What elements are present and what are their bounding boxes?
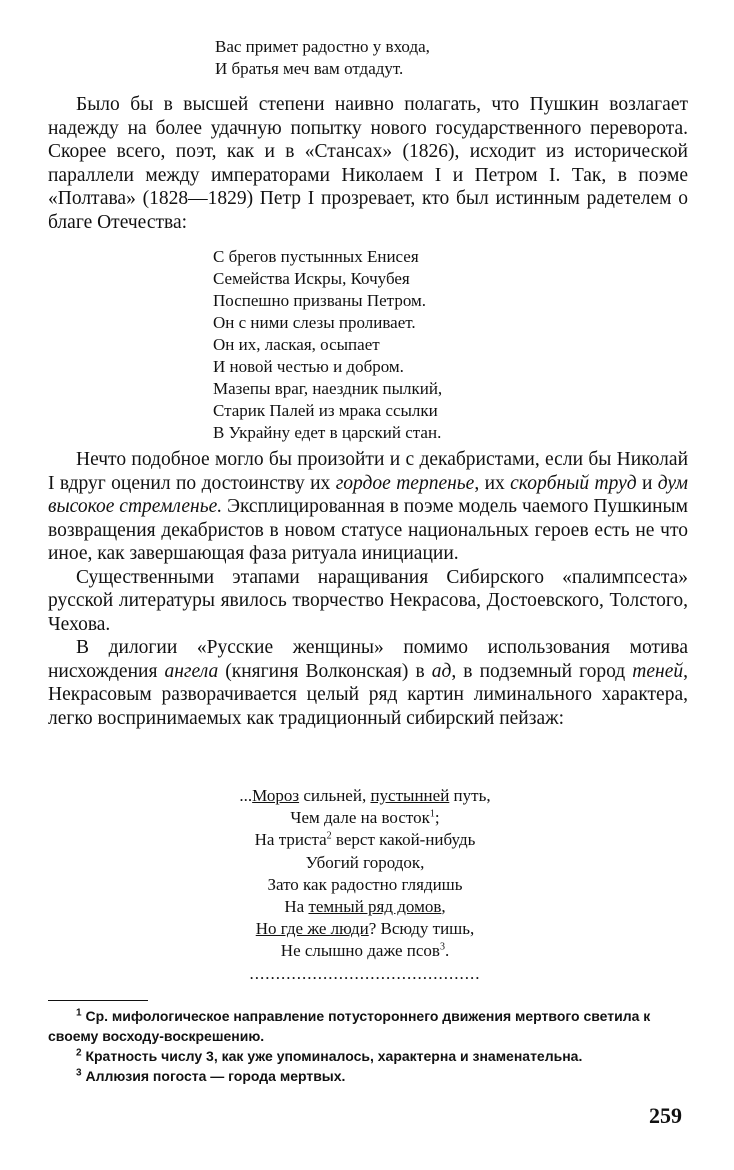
verse-line — [150, 829, 580, 851]
verse-line: Семейства Искры, Кочубея — [213, 269, 410, 288]
page-number: 259 — [649, 1103, 682, 1128]
footnote-ref: 2 — [326, 830, 332, 842]
paragraph-4 — [48, 636, 688, 730]
footnote-text: Кратность числу 3, как уже упоминалось, характерна и знаменательна. — [81, 1048, 583, 1064]
paragraph-text: Было бы в высшей степени наивно полагать, что Пушкин возлагает надежду на более удачную попытку нового государственного переворота. Скорее всего, поэт, как и в «Стансах» (1826), исходит из исторической параллели между императорами Николаем I и Петром I. Так, в поэме «Полтава» (1828—1829) Петр I прозревает, кто был истинным радетелем о благе Отечества: — [48, 94, 688, 233]
italic-run: теней — [632, 660, 684, 682]
verse-line: Старик Палей из мрака ссылки — [213, 401, 438, 420]
verse-line: Он с ними слезы проливает. — [213, 313, 416, 332]
footnote — [48, 1046, 688, 1066]
text-run: верст какой-нибудь — [331, 830, 476, 850]
text-run: На — [284, 897, 309, 917]
verse-line — [150, 807, 580, 829]
text-run: Чем дале на восток — [290, 808, 430, 828]
paragraph-3: Существенными этапами наращивания Сибирского «палимпсеста» русской литературы явилось творчество Некрасова, Достоевского, Толстого, Чехова. — [48, 566, 688, 635]
verse-line: Мазепы враг, наездник пылкий, — [213, 379, 443, 398]
underlined-phrase: Но где же люди — [255, 919, 369, 939]
verse-poltava — [213, 246, 442, 444]
verse-line: В Украйну едет в царский стан. — [213, 423, 442, 442]
footnote-number: 1 — [76, 1007, 82, 1019]
italic-run: скорбный труд — [510, 472, 637, 494]
footnote-separator — [48, 1000, 148, 1001]
text-run: , — [441, 897, 446, 917]
verse-line: И новой честью и добром. — [213, 357, 404, 376]
footnote-ref: 1 — [429, 808, 435, 820]
italic-run: дум высокое стремленье. — [48, 472, 689, 517]
text-run: , в подземный город — [451, 660, 633, 682]
footnote — [48, 1006, 688, 1046]
text-run: . — [444, 941, 450, 961]
paragraphs-2-4 — [48, 448, 688, 730]
verse-top — [215, 36, 430, 80]
footnote — [48, 1066, 688, 1086]
verse-line: Он их, лаская, осыпает — [213, 335, 380, 354]
footnote-text: Ср. мифологическое направление потустороннего движения мертвого светила к своему восходу-воскрешению. — [48, 1008, 651, 1044]
text-run: путь, — [449, 786, 491, 805]
verse-line — [150, 918, 580, 940]
text-run: (княгиня Волконская) в — [218, 660, 432, 682]
text-run: В дилогии «Русские женщины» помимо использования мотива нисхождения — [48, 637, 688, 682]
footnote-number: 3 — [76, 1067, 82, 1079]
ellipsis-line: ............................................ — [249, 963, 481, 983]
paragraph-1 — [48, 93, 688, 234]
text-run: и — [636, 472, 658, 494]
verse-line: Зато как радостно глядишь — [267, 874, 463, 894]
text-run: ; — [434, 808, 440, 828]
footnote-number: 2 — [76, 1047, 82, 1059]
text-run: , их — [474, 472, 511, 494]
underlined-word: Мороз — [252, 786, 300, 805]
underlined-phrase: темный ряд домов — [308, 897, 442, 917]
verse-line: С брегов пустынных Енисея — [213, 247, 419, 266]
verse-line — [150, 940, 580, 962]
footnotes — [48, 1006, 688, 1086]
text-run: Эксплицированная в поэме модель чаемого Пушкиным возвращения декабристов в новом статусе национальных героев есть не что иное, как завершающая фаза ритуала инициации. — [48, 496, 688, 564]
italic-run: ад — [431, 660, 452, 682]
text-run: , Некрасовым разворачивается целый ряд картин лиминального характера, легко воспринимаемых как традиционный сибирский пейзаж: — [48, 660, 688, 729]
verse-line: Поспешно призваны Петром. — [213, 291, 426, 310]
footnote-ref: 3 — [439, 941, 445, 953]
verse-line: И братья меч вам отдадут. — [215, 59, 404, 78]
text-run: На триста — [254, 830, 327, 850]
verse-nekrasov — [150, 785, 580, 985]
text-run: Не слышно даже псов — [280, 941, 440, 961]
underlined-word: пустынней — [370, 786, 450, 805]
italic-run: ангела — [164, 660, 219, 682]
text-run: ? Всюду тишь, — [368, 919, 475, 939]
paragraph-2 — [48, 448, 688, 566]
verse-line: Убогий городок, — [305, 852, 425, 872]
verse-line — [150, 896, 580, 918]
verse-line — [150, 785, 580, 807]
text-run: ... — [239, 786, 253, 805]
italic-run: гордое терпенье — [335, 472, 475, 494]
verse-line: Вас примет радостно у входа, — [215, 37, 430, 56]
text-run: Нечто подобное могло бы произойти и с декабристами, если бы Николай I вдруг оценил по достоинству их — [48, 449, 688, 494]
text-run: сильней, — [299, 786, 371, 805]
footnote-text: Аллюзия погоста — города мертвых. — [81, 1068, 346, 1084]
